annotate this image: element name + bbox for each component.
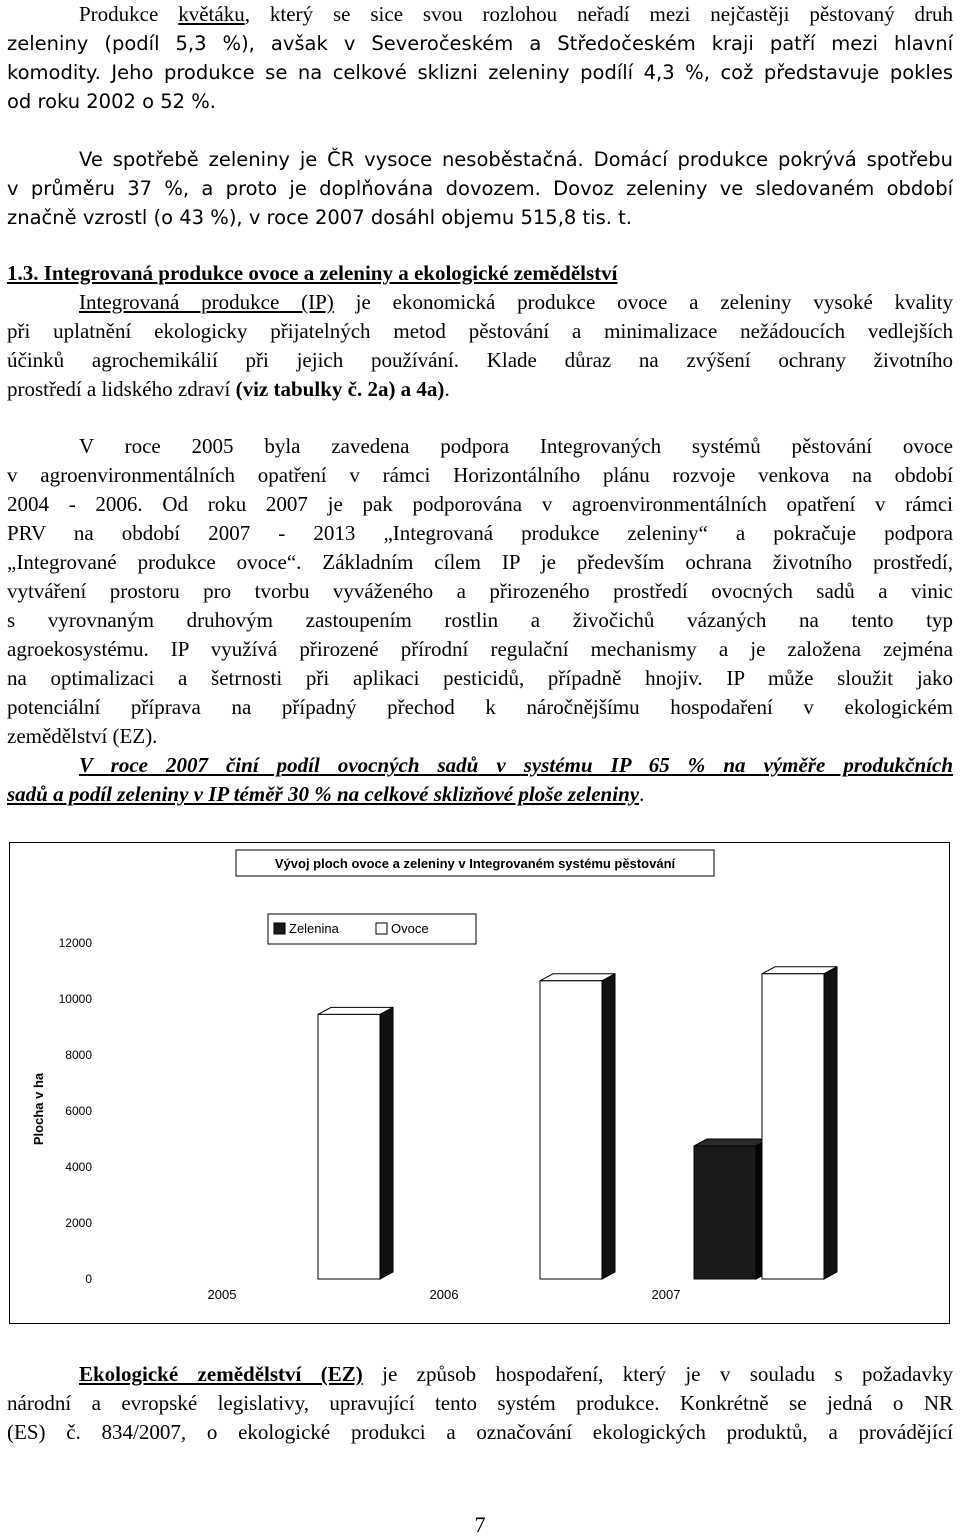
bar-ovoce-2005	[318, 1007, 393, 1279]
bar-ovoce-2007	[762, 967, 837, 1279]
section-line2: při uplatnění ekologicky přijatelných metod pěstování a minimalizace nežádoucích vedlejších	[7, 319, 953, 343]
para1-line1	[79, 0, 953, 29]
para3-line2: v agroenvironmentálních opatření v rámci Horizontálního plánu rozvoje venkova na období	[7, 463, 953, 487]
y-tick-label: 2000	[65, 1216, 92, 1230]
bar-chart	[9, 842, 950, 1324]
legend-swatch-ovoce	[376, 923, 387, 934]
term-kvetak: květáku	[178, 2, 245, 26]
para3-emphasis-text: sadů a podíl zeleniny v IP téměř 30 % na celkové sklizňové ploše zeleniny	[7, 782, 640, 806]
bar-ovoce-2005-front	[318, 1014, 380, 1279]
para2-line2: v průměru 37 %, a proto je doplňována dovozem. Dovoz zeleniny ve sledovaném období	[7, 177, 953, 200]
y-axis-label: Plocha v ha	[31, 1072, 46, 1146]
y-tick-label: 10000	[58, 992, 92, 1006]
y-tick-label: 0	[85, 1272, 92, 1286]
para3-line4: PRV na období 2007 - 2013 „Integrovaná produkce zeleniny“ a pokračuje podpora	[7, 521, 953, 545]
term-ekologicke-zemedelstvi: Ekologické zemědělství (EZ)	[79, 1362, 363, 1386]
para3-line7: s vyrovnaným druhovým zastoupením rostlin a živočichů vázaných na tento typ	[7, 608, 953, 632]
para1-line4: od roku 2002 o 52 %.	[7, 90, 216, 113]
para1-text-rest: , který se sice svou rozlohou neřadí mezi nejčastěji pěstovaný druh	[244, 2, 953, 26]
y-tick-label: 6000	[65, 1104, 92, 1118]
x-tick-label: 2006	[429, 1287, 459, 1302]
chart-canvas	[10, 843, 949, 1323]
para1-line3: komodity. Jeho produkce se na celkové sklizni zeleniny podílí 4,3 %, což představuje pokles	[7, 61, 953, 84]
x-tick-label: 2007	[651, 1287, 681, 1302]
legend-label-ovoce: Ovoce	[391, 921, 429, 936]
para1-line2: zeleniny (podíl 5,3 %), avšak v Severočeském a Středočeském kraji patří mezi hlavní	[7, 32, 953, 55]
section-line4-end: .	[444, 377, 450, 401]
legend-label-zelenina: Zelenina	[289, 921, 339, 936]
para3-line6: vytváření prostoru pro tvorbu vyváženého a přirozeného prostředí ovocných sadů a vinic	[7, 579, 953, 603]
para3-line9: na optimalizaci a šetrnosti při aplikaci pesticidů, případně hnojiv. IP může sloužit jako	[7, 666, 953, 690]
bar-ovoce-2005-side	[380, 1007, 393, 1279]
bar-ovoce-2006-front	[540, 981, 602, 1279]
page-number: 7	[474, 1512, 486, 1537]
para3-line5: „Integrované produkce ovoce“. Základním cílem IP je především ochrana životního prostředí,	[7, 550, 953, 574]
legend-swatch-zelenina	[274, 923, 285, 934]
bar-ovoce-2006-side	[602, 974, 615, 1279]
y-tick-label: 4000	[65, 1160, 92, 1174]
section-line1-rest: je ekonomická produkce ovoce a zeleniny vysoké kvality	[333, 290, 953, 314]
para4-line1	[79, 1360, 953, 1389]
section-line4-text: prostředí a lidského zdraví	[7, 377, 236, 401]
para4-line1-rest: je způsob hospodaření, který je v souladu s požadavky	[362, 1362, 953, 1386]
section-line4	[7, 375, 953, 404]
para1-text: Produkce	[79, 2, 179, 26]
para2-line1: Ve spotřebě zeleniny je ČR vysoce nesoběstačná. Domácí produkce pokrývá spotřebu	[79, 148, 953, 171]
section-heading: 1.3. Integrovaná produkce ovoce a zeleniny a ekologické zemědělství	[7, 261, 618, 285]
x-tick-label: 2005	[207, 1287, 237, 1302]
para2-line3: značně vzrostl (o 43 %), v roce 2007 dosáhl objemu 515,8 tis. t.	[7, 206, 632, 229]
bar-ovoce-2006	[540, 974, 615, 1279]
bar-zelenina-2007-front	[694, 1146, 756, 1279]
bar-ovoce-2007-front	[762, 974, 824, 1279]
chart-title: Vývoj ploch ovoce a zeleniny v Integrovaném systému pěstování	[274, 856, 676, 871]
para3-line8: agroekosystému. IP využívá přirozené přírodní regulační mechanismy a je založena zejména	[7, 637, 953, 661]
para3-emphasis-end: .	[639, 782, 645, 806]
para3-line1: V roce 2005 byla zavedena podpora Integrovaných systémů pěstování ovoce	[79, 434, 953, 458]
para4-line3: (ES) č. 834/2007, o ekologické produkci a označování ekologických produktů, a provádějící	[7, 1420, 953, 1444]
table-reference: (viz tabulky č. 2a) a 4a)	[235, 377, 445, 401]
para3-line10: potenciální příprava na případný přechod k náročnějšímu hospodaření v ekologickém	[7, 695, 953, 719]
para3-line11: zemědělství (EZ).	[7, 724, 158, 748]
y-tick-label: 12000	[58, 936, 92, 950]
term-integrovana-produkce: Integrovaná produkce (IP)	[79, 290, 334, 314]
para3-emphasis-line1: V roce 2007 činí podíl ovocných sadů v systému IP 65 % na výměře produkčních	[79, 753, 953, 777]
y-tick-label: 8000	[65, 1048, 92, 1062]
bar-ovoce-2007-side	[824, 967, 837, 1279]
section-line3: účinků agrochemikálií při jejich používání. Klade důraz na zvýšení ochrany životního	[7, 348, 953, 372]
section-line1	[79, 288, 953, 317]
bar-zelenina-2007	[694, 1139, 769, 1279]
para3-emphasis-line2	[7, 780, 953, 809]
para3-line3: 2004 - 2006. Od roku 2007 je pak podporována v agroenvironmentálních opatření v rámci	[7, 492, 953, 516]
para4-line2: národní a evropské legislativy, upravující tento systém produkce. Konkrétně se jedná o NR	[7, 1391, 953, 1415]
